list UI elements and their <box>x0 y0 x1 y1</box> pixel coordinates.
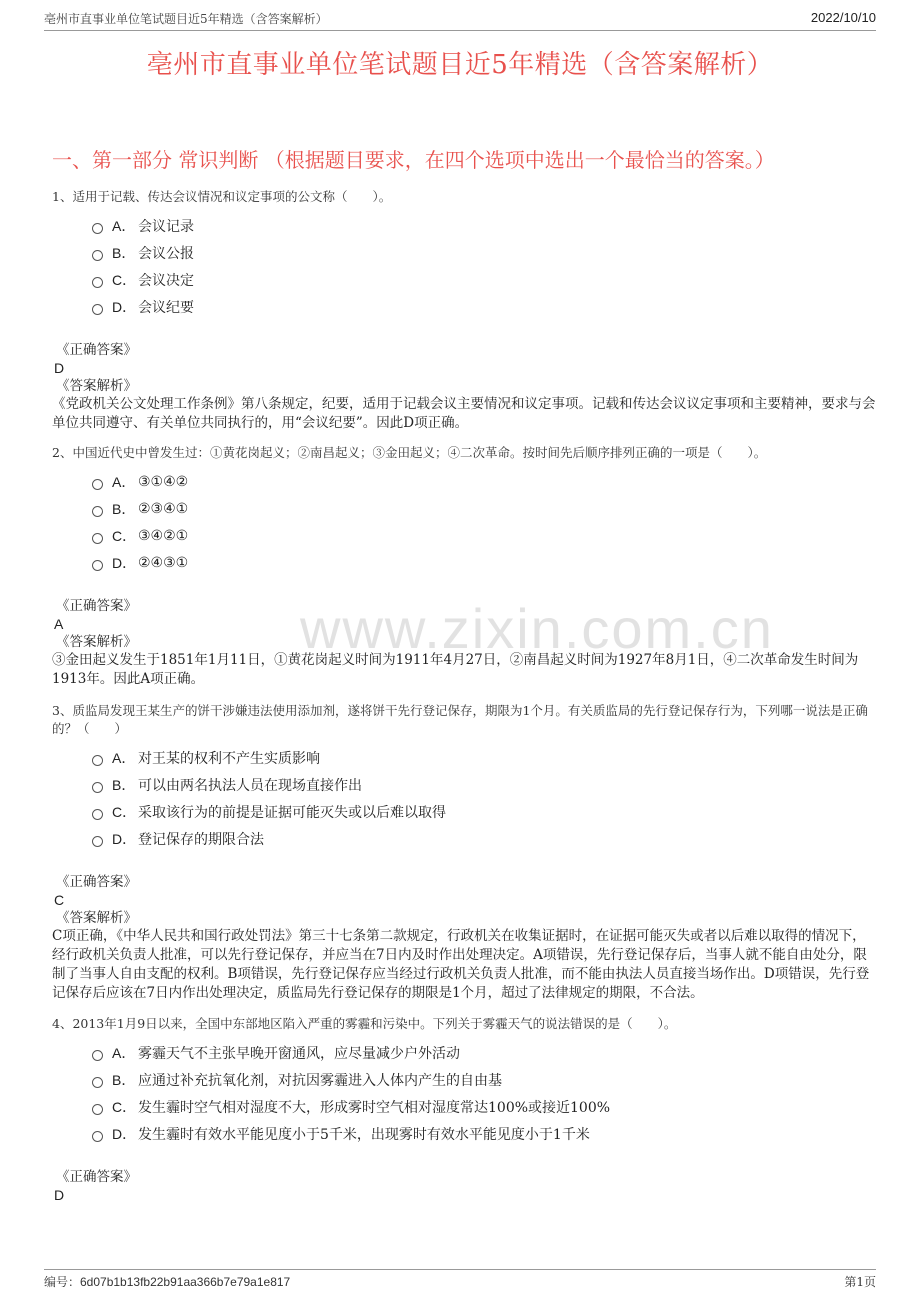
option-d[interactable] <box>92 293 876 320</box>
option-key: B． <box>112 1071 136 1088</box>
watermark: www.zixin.com.cn <box>300 597 774 660</box>
option-key: C． <box>112 803 137 820</box>
answer-value: C <box>54 892 65 908</box>
option-b[interactable] <box>92 495 876 522</box>
document-code: 编号：6d07b1b13fb22b91aa366b7e79a1e817 <box>44 1275 291 1289</box>
option-c[interactable] <box>92 522 876 549</box>
radio-icon[interactable] <box>92 836 103 847</box>
radio-icon[interactable] <box>92 755 103 766</box>
explanation-label: 《答案解析》 <box>56 910 137 926</box>
question-stem: 3、质监局发现王某生产的饼干涉嫌违法使用添加剂，遂将饼干先行登记保存，期限为1个月。有关质监局的先行登记保存行为，下列哪一说法是正确的？（ ） <box>52 703 868 736</box>
explanation-text: 《党政机关公文处理工作条例》第八条规定，纪要，适用于记载会议主要情况和议定事项。记载和传达会议议定事项和主要精神，要求与会单位共同遵守、有关单位共同执行的，用“会议纪要”。因此D项正确。 <box>52 396 876 431</box>
option-text: ②④③① <box>138 554 189 571</box>
header-date: 2022/10/10 <box>810 10 876 25</box>
option-d[interactable] <box>92 1120 876 1147</box>
option-c[interactable] <box>92 266 876 293</box>
section-title: 一、第一部分 常识判断 （根据题目要求，在四个选项中选出一个最恰当的答案。） <box>52 148 775 172</box>
radio-icon[interactable] <box>92 533 103 544</box>
option-key: D． <box>112 830 137 847</box>
option-key: A． <box>112 749 136 766</box>
radio-icon[interactable] <box>92 277 103 288</box>
option-text: 采取该行为的前提是证据可能灭失或以后难以取得 <box>138 804 446 821</box>
option-text: 对王某的权利不产生实质影响 <box>138 750 320 767</box>
header-doc-title: 亳州市直事业单位笔试题目近5年精选（含答案解析） <box>44 12 328 26</box>
option-text: ②③④① <box>138 500 189 517</box>
option-text: ③④②① <box>138 527 189 544</box>
option-a[interactable] <box>92 1039 876 1066</box>
radio-icon[interactable] <box>92 223 103 234</box>
radio-icon[interactable] <box>92 1077 103 1088</box>
question-1 <box>52 188 876 433</box>
option-text: 会议纪要 <box>138 299 194 316</box>
option-text: ③①④② <box>138 473 189 490</box>
explanation-label: 《答案解析》 <box>56 634 137 650</box>
question-list <box>52 188 876 1205</box>
option-d[interactable] <box>92 825 876 852</box>
explanation-text: ③金田起义发生于1851年1月11日，①黄花岗起义时间为1911年4月27日，②南昌起义时间为1927年8月1日，④二次革命发生时间为1913年。因此A项正确。 <box>52 652 859 687</box>
option-list <box>92 468 876 576</box>
radio-icon[interactable] <box>92 304 103 315</box>
option-c[interactable] <box>92 1093 876 1120</box>
option-key: A． <box>112 217 136 234</box>
option-text: 应通过补充抗氧化剂，对抗因雾霾进入人体内产生的自由基 <box>138 1072 502 1089</box>
option-key: C． <box>112 1098 137 1115</box>
page-header <box>44 10 876 31</box>
option-list <box>92 212 876 320</box>
question-2 <box>52 444 876 689</box>
option-key: A． <box>112 473 136 490</box>
question-stem: 4、2013年1月9日以来，全国中东部地区陷入严重的雾霾和污染中。下列关于雾霾天气的说法错误的是（ ）。 <box>52 1016 677 1031</box>
question-stem: 2、中国近代史中曾发生过：①黄花岗起义；②南昌起义；③金田起义；④二次革命。按时间先后顺序排列正确的一项是（ ）。 <box>52 445 767 460</box>
option-a[interactable] <box>92 744 876 771</box>
option-text: 发生霾时有效水平能见度小于5千米，出现雾时有效水平能见度小于1千米 <box>138 1126 590 1143</box>
question-3 <box>52 702 876 1003</box>
option-text: 会议公报 <box>138 245 194 262</box>
radio-icon[interactable] <box>92 1104 103 1115</box>
option-c[interactable] <box>92 798 876 825</box>
option-a[interactable] <box>92 468 876 495</box>
option-text: 会议决定 <box>138 272 194 289</box>
document-title: 亳州市直事业单位笔试题目近5年精选（含答案解析） <box>146 50 774 80</box>
answer-value: D <box>54 360 65 376</box>
question-4 <box>52 1015 876 1205</box>
answer-label: 《正确答案》 <box>56 598 137 614</box>
answer-label: 《正确答案》 <box>56 342 137 358</box>
answer-value: D <box>54 1187 65 1203</box>
page-number: 第1页 <box>844 1275 876 1289</box>
option-key: B． <box>112 500 136 517</box>
option-key: C． <box>112 527 137 544</box>
explanation-label: 《答案解析》 <box>56 378 137 394</box>
radio-icon[interactable] <box>92 1050 103 1061</box>
question-stem: 1、适用于记载、传达会议情况和议定事项的公文称（ ）。 <box>52 189 392 204</box>
option-key: B． <box>112 776 136 793</box>
option-list <box>92 1039 876 1147</box>
option-key: D． <box>112 554 137 571</box>
radio-icon[interactable] <box>92 1131 103 1142</box>
answer-value: A <box>54 616 64 632</box>
option-text: 可以由两名执法人员在现场直接作出 <box>138 777 362 794</box>
answer-label: 《正确答案》 <box>56 874 137 890</box>
radio-icon[interactable] <box>92 809 103 820</box>
option-b[interactable] <box>92 771 876 798</box>
explanation-text: C项正确，《中华人民共和国行政处罚法》第三十七条第二款规定，行政机关在收集证据时，在证据可能灭失或者以后难以取得的情况下，经行政机关负责人批准，可以先行登记保存，并应当在7日内及时作出处理决定。A项错误，先行登记保存后，当事人就不能自由处分，限制了当事人自由支配的权利。B项错误，先行登记保存应当经过行政机关负责人批准，而不能由执法人员直接当场作出。D项错误，先行登记保存后应该在7日内作出处理决定，质监局先行登记保存的期限是1个月，超过了法律规定的期限，不合法。 <box>52 928 870 1001</box>
option-text: 发生霾时空气相对湿度不大，形成雾时空气相对湿度常达100%或接近100% <box>138 1099 611 1116</box>
option-text: 雾霾天气不主张早晚开窗通风，应尽量减少户外活动 <box>138 1045 460 1062</box>
radio-icon[interactable] <box>92 479 103 490</box>
page-footer <box>44 1269 876 1290</box>
radio-icon[interactable] <box>92 250 103 261</box>
option-text: 登记保存的期限合法 <box>138 831 264 848</box>
option-text: 会议记录 <box>138 218 194 235</box>
option-key: A． <box>112 1044 136 1061</box>
option-b[interactable] <box>92 239 876 266</box>
option-key: D． <box>112 1125 137 1142</box>
option-list <box>92 744 876 852</box>
option-key: C． <box>112 271 137 288</box>
radio-icon[interactable] <box>92 506 103 517</box>
answer-label: 《正确答案》 <box>56 1169 137 1185</box>
option-key: D． <box>112 298 137 315</box>
option-key: B． <box>112 244 136 261</box>
option-d[interactable] <box>92 549 876 576</box>
radio-icon[interactable] <box>92 782 103 793</box>
radio-icon[interactable] <box>92 560 103 571</box>
option-b[interactable] <box>92 1066 876 1093</box>
option-a[interactable] <box>92 212 876 239</box>
